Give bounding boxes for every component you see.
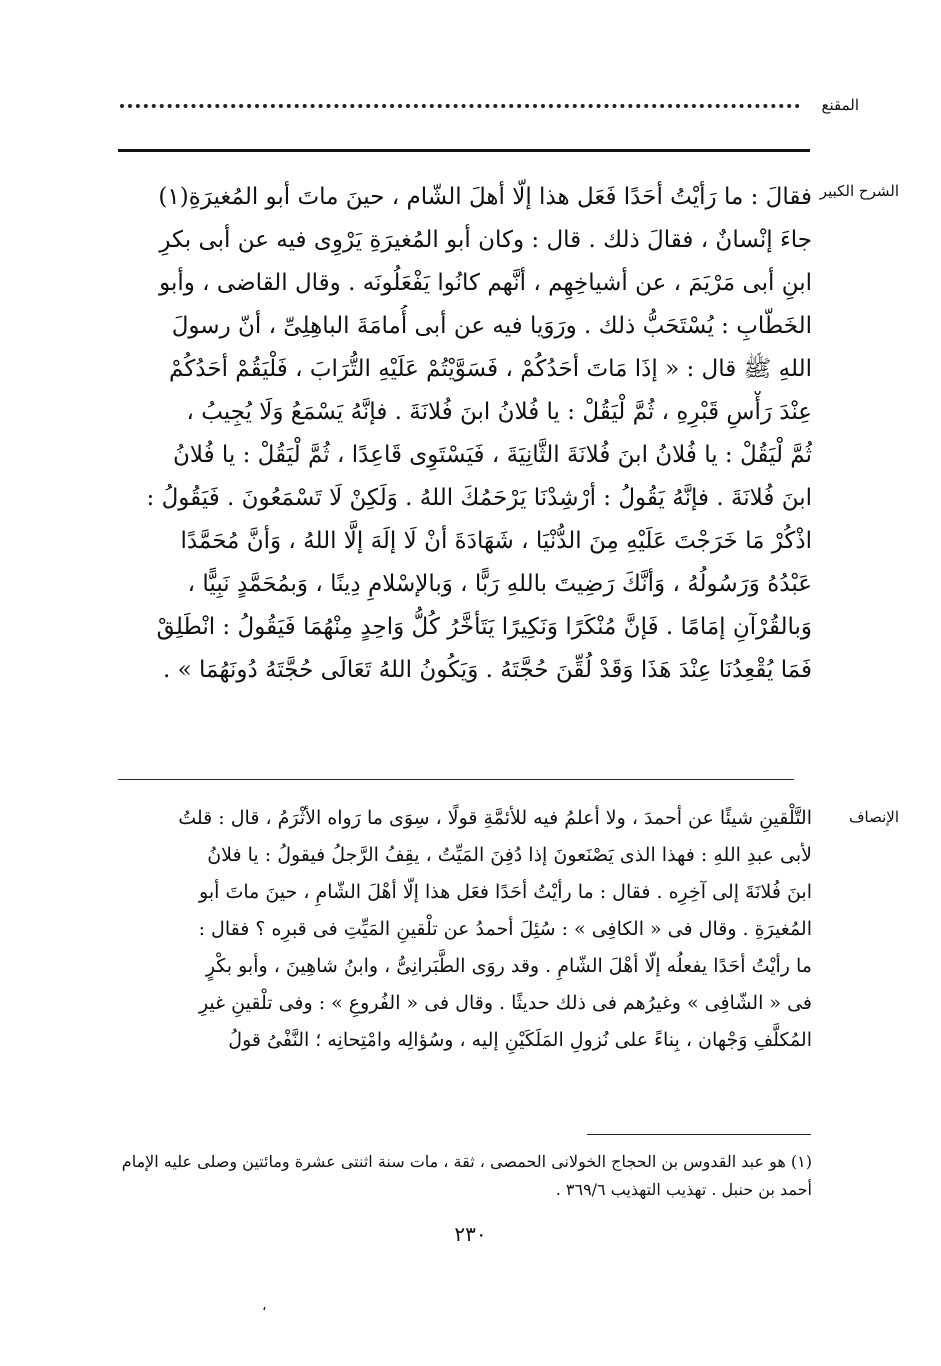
insaf-text-line: ابنَ فُلانَةَ إلى آخِرِه . فقال : ما رأيْتُ أحَدًا فعَل هذا إلّا أهْلَ الشّامِ ، حينَ ماتَ أبو (199, 881, 812, 903)
main-text-line: عَبْدُهُ وَرَسُولُهُ ، وَأنَّكَ رَضِيتَ باللهِ رَبًّا ، وَبالإسْلامِ دِينًا ، وَبمُحَمَّدٍ نَبِيًّا ، (187, 571, 812, 597)
footnote-block (118, 1148, 812, 1204)
insaf-text-line: المُكلَّفِ وَجْهان ، بِناءً على نُزولِ المَلَكَيْنِ إليه ، وسُؤالِه وامْتِحانِه ؛ النَّفْىُ قولُ (228, 1029, 812, 1051)
insaf-text-line: لأبى عبدِ اللهِ : فهذا الذى يَصْنَعونَ إذا دُفِنَ المَيِّتُ ، يقِفُ الرَّجلُ فيقولُ : يا فلانُ (207, 844, 812, 866)
main-text-line: فَمَا يُقْعِدُنَا عِنْدَ هَذَا وَقَدْ لُقِّنَ حُجَّتَهُ . وَيَكُونُ اللهُ تَعَالَى حُجَّتَهُ دُونَهُمَا » . (163, 657, 812, 683)
main-text-line: عِنْدَ رَأْسِ قَبْرِهِ ، ثُمَّ لْيَقُلْ : يا فُلانُ ابنَ فُلانَةَ . فإنَّهُ يَسْمَعُ وَلَا يُجِيبُ ، (186, 399, 812, 425)
main-text-line: اذْكُرْ مَا خَرَجْتَ عَلَيْهِ مِنَ الدُّنْيَا ، شَهَادَةَ أنْ لَا إلَهَ إلَّا اللهُ ، وَأنَّ مُحَمَّدًا (180, 528, 812, 554)
main-text-block (118, 176, 812, 692)
side-label-insaf: الإنصاف (848, 808, 899, 826)
main-text-line: ابنَ فُلانَةَ . فإنَّهُ يَقُولُ : أرْشِدْنَا يَرْحَمُكَ اللهُ . وَلَكِنْ لَا تَسْمَعُونَ . فَيَقُولُ : (146, 485, 812, 511)
insaf-text-line: ما رأيْتُ أحَدًا يفعلُه إلّا أهْلَ الشّامِ . وقد روَى الطَّبَرانِىُّ ، وابنُ شاهِينَ ، وأبو بكْرٍ (205, 955, 812, 977)
insaf-text-line: فى « الشّافِى » وغيرُهم فى ذلك حديثًا . وقال فى « الفُروعِ » : وفى تلْقينِ غيرِ (198, 992, 812, 1014)
footnote-rule (587, 1134, 811, 1135)
header-rule (118, 149, 810, 152)
footnote-line: أحمد بن حنبل . تهذيب التهذيب ٣٦٩/٦ . (555, 1180, 812, 1199)
page-number: ٢٣٠ (454, 1222, 487, 1246)
running-header-title: المقنع (821, 96, 859, 114)
main-text-line: فقالَ : ما رَأيْتُ أحَدًا فَعَل هذا إلّا أهلَ الشّام ، حينَ ماتَ أبو المُغيرَةِ(١) (158, 184, 812, 210)
section-divider (118, 779, 794, 780)
insaf-text-block (118, 800, 812, 1059)
main-text-line: الخَطّابِ : يُسْتَحَبُّ ذلك . ورَوَيا فيه عن أبى أُمامَةَ الباهِلِىِّ ، أنّ رسولَ (171, 313, 812, 339)
header-dotted-leader (120, 104, 800, 108)
insaf-text-line: المُغيرَةِ . وقال فى « الكافِى » : سُئِلَ أحمدُ عن تلْقينِ المَيِّتِ فى قبرِه ؟ فقال : (198, 918, 812, 940)
main-text-line: ثُمَّ لْيَقُلْ : يا فُلانُ ابنَ فُلانَةَ الثَّانِيَةَ ، فَيَسْتَوِى قَاعِدًا ، ثُمَّ لْيَقُلْ : يا فُلانُ (172, 442, 812, 468)
main-text-line: وَبالقُرْآنِ إمَامًا . فَإنَّ مُنْكَرًا وَنَكِيرًا يَتَأخَّرُ كُلُّ وَاحِدٍ مِنْهُمَا فَيَقُولُ : انْطَلِقْ (156, 614, 812, 640)
side-label-sharh: الشرح الكبير (819, 182, 899, 200)
stray-ink-mark: ، (262, 1298, 267, 1314)
insaf-text-line: التَّلْقينِ شيئًا عن أحمدَ ، ولا أعلمُ فيه للأئمَّةِ قولًا ، سِوَى ما رَواه الأثْرَمُ ، قال : قلتُ (178, 807, 812, 829)
main-text-line: جاءَ إنْسانٌ ، فقالَ ذلك . قال : وكان أبو المُغيرَةِ يَرْوِى فيه عن أبى بكرِ (159, 227, 812, 253)
main-text-line: اللهِ ﷺ قال : « إذَا مَاتَ أحَدُكُمْ ، فَسَوَّيْتُمْ عَلَيْهِ التُّرَابَ ، فَلْيَقُمْ أحَدُكُمْ (169, 356, 812, 382)
main-text-line: ابنِ أبى مَرْيَمَ ، عن أشياخِهِم ، أنَّهم كانُوا يَفْعَلُونَه . وقال القاضى ، وأبو (159, 270, 812, 296)
footnote-line: (١) هو عبد القدوس بن الحجاج الخولانى الحمصى ، ثقة ، مات سنة اثنتى عشرة ومائتين وصلى عليه الإمام (121, 1152, 812, 1171)
